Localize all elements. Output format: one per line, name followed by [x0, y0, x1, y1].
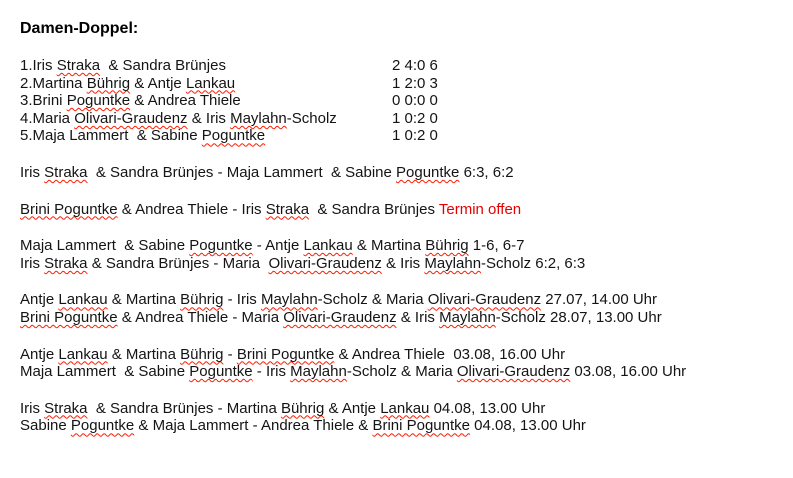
misspelled-word: Lankau — [58, 345, 108, 363]
text-segment: & Iris — [381, 254, 425, 272]
text-segment: -Scholz — [286, 109, 337, 127]
standings-list — [20, 57, 783, 145]
text-segment: & Martina — [107, 291, 181, 309]
team-record: 0 0:0 0 — [392, 92, 438, 110]
text-segment: & Andrea Thiele — [130, 92, 241, 110]
team-names — [20, 92, 241, 109]
misspelled-word: Maylahn — [260, 291, 318, 309]
match-group — [20, 400, 783, 435]
misspelled-word: Lankau — [58, 291, 108, 309]
misspelled-word: Straka — [44, 163, 88, 181]
team-names — [20, 127, 265, 144]
text-segment: 27.07, 14.00 Uhr — [541, 291, 658, 309]
text-segment: -Scholz 6:2, 6:3 — [481, 254, 586, 272]
misspelled-word: Brini Poguntke — [20, 200, 118, 218]
match-line — [20, 201, 783, 219]
text-segment: & Iris — [396, 308, 440, 326]
text-segment: & Sandra Brünjes - Maria — [87, 254, 269, 272]
misspelled-word: Straka — [44, 399, 88, 417]
match-line — [20, 164, 783, 182]
match-group — [20, 164, 783, 182]
text-segment: & Sandra Brünjes — [100, 57, 226, 74]
match-group — [20, 237, 783, 272]
misspelled-word: Straka — [44, 254, 88, 272]
misspelled-word: Olivari-Graudenz — [268, 254, 382, 272]
team-names — [20, 57, 226, 74]
misspelled-word: Brini Poguntke — [372, 417, 470, 435]
misspelled-word: Bührig — [180, 345, 224, 363]
misspelled-word: Poguntke — [189, 237, 253, 255]
misspelled-word: Lankau — [303, 237, 353, 255]
misspelled-word: Maylahn — [439, 308, 496, 326]
misspelled-word: Poguntke — [396, 163, 460, 181]
team-record: 2 4:0 6 — [392, 57, 438, 74]
text-segment: Iris — [20, 163, 45, 181]
standings-row — [20, 110, 783, 128]
misspelled-word: Bührig — [280, 399, 325, 417]
text-segment: 2.Martina — [20, 74, 87, 92]
misspelled-word: Brini Poguntke — [236, 345, 335, 363]
match-schedule — [20, 164, 783, 435]
misspelled-word: Maylahn — [230, 109, 287, 127]
match-line — [20, 417, 783, 435]
text-segment: Maja Lammert & Sabine — [20, 237, 190, 255]
text-segment: & Iris — [187, 109, 231, 127]
match-line — [20, 346, 783, 364]
match-group — [20, 291, 783, 326]
text-segment: 04.08, 13.00 Uhr — [470, 417, 586, 435]
team-names — [20, 110, 337, 127]
match-line — [20, 363, 783, 381]
text-segment: Iris — [20, 254, 45, 272]
text-segment: & Andrea Thiele - Maria — [117, 308, 284, 326]
text-segment: & Antje — [324, 399, 381, 417]
text-segment: & Maja Lammert - Andrea Thiele & — [134, 417, 373, 435]
match-line — [20, 400, 783, 418]
standings-row — [20, 57, 783, 75]
text-segment: -Scholz & Maria — [317, 291, 428, 309]
text-segment: Maja Lammert & Sabine — [20, 363, 190, 381]
misspelled-word: Olivari-Graudenz — [427, 291, 542, 309]
text-segment: 6:3, 6:2 — [459, 163, 514, 181]
text-segment: - Iris — [252, 363, 291, 381]
misspelled-word: Olivari-Graudenz — [74, 109, 188, 127]
text-segment: -Scholz & Maria — [346, 363, 457, 381]
match-line — [20, 237, 783, 255]
team-record: 1 0:2 0 — [392, 109, 438, 127]
misspelled-word: Poguntke — [189, 363, 253, 381]
text-segment: Antje — [20, 345, 59, 363]
team-names — [20, 75, 235, 92]
misspelled-word: Poguntke — [201, 127, 266, 145]
misspelled-word: Poguntke — [66, 92, 131, 110]
standings-row — [20, 127, 783, 145]
misspelled-word: Poguntke — [70, 417, 135, 435]
team-record: 1 2:0 3 — [392, 74, 438, 92]
misspelled-word: Straka — [56, 57, 101, 74]
misspelled-word: Brini Poguntke — [20, 308, 118, 326]
text-segment: & Antje — [130, 74, 186, 92]
misspelled-word: Bührig — [180, 291, 224, 309]
misspelled-word: Olivari-Graudenz — [283, 308, 397, 326]
text-segment: & Andrea Thiele - Iris — [117, 200, 266, 218]
match-group — [20, 201, 783, 219]
misspelled-word: Maylahn — [290, 363, 347, 381]
misspelled-word: Olivari-Graudenz — [456, 363, 571, 381]
text-segment: Sabine — [20, 417, 71, 435]
text-segment: - Antje — [252, 237, 304, 255]
match-line — [20, 291, 783, 309]
text-segment: 3.Brini — [20, 92, 67, 110]
text-segment: 4.Maria — [20, 109, 75, 127]
text-segment: & Sandra Brünjes - Maja Lammert & Sabine — [87, 163, 397, 181]
text-segment: & Martina — [107, 345, 181, 363]
standings-row — [20, 75, 783, 93]
match-line — [20, 255, 783, 273]
text-segment: 1.Iris — [20, 57, 57, 74]
misspelled-word: Bührig — [86, 74, 131, 92]
text-segment: Antje — [20, 291, 59, 309]
text-segment: - — [223, 345, 237, 363]
text-segment: & Sandra Brünjes — [309, 200, 439, 218]
text-segment: 03.08, 16.00 Uhr — [570, 363, 687, 381]
misspelled-word: Lankau — [185, 74, 236, 92]
text-segment: & Sandra Brünjes - Martina — [87, 399, 281, 417]
misspelled-word: Maylahn — [424, 254, 482, 272]
text-segment: & Andrea Thiele 03.08, 16.00 Uhr — [334, 345, 566, 363]
team-record: 1 0:2 0 — [392, 127, 438, 145]
text-segment: 1-6, 6-7 — [468, 237, 525, 255]
text-segment: 5.Maja Lammert & Sabine — [20, 127, 202, 145]
text-segment: Iris — [20, 399, 45, 417]
text-segment: - Iris — [223, 291, 261, 309]
standings-row — [20, 92, 783, 110]
match-group — [20, 346, 783, 381]
text-segment: 04.08, 13.00 Uhr — [429, 399, 546, 417]
text-segment: & Martina — [352, 237, 426, 255]
misspelled-word: Bührig — [425, 237, 469, 255]
page-title: Damen-Doppel: — [20, 20, 139, 37]
match-line — [20, 309, 783, 327]
misspelled-word: Straka — [265, 200, 310, 218]
text-segment: -Scholz 28.07, 13.00 Uhr — [495, 308, 662, 326]
misspelled-word: Lankau — [380, 399, 430, 417]
open-date-status: Termin offen — [438, 200, 522, 218]
